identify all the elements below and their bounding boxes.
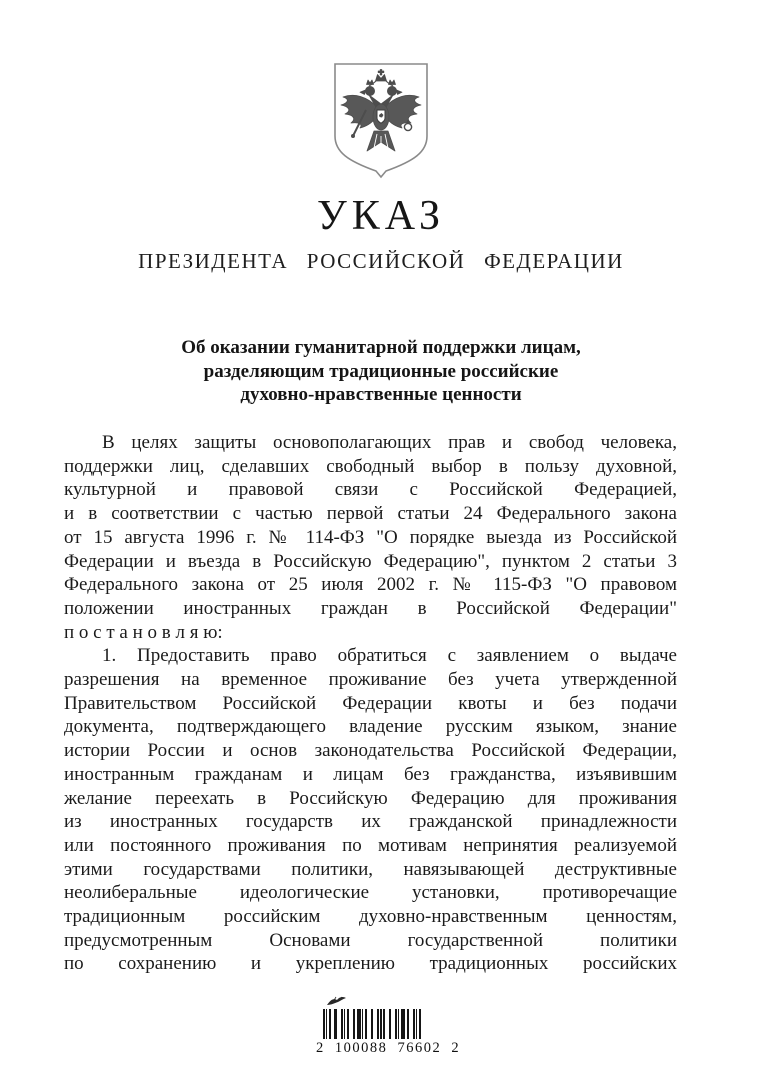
body-line: Федерации и въезда в Российскую Федерацию", пунктом 2 статьи 3 (64, 550, 677, 572)
body-line: Федерального закона от 25 июля 2002 г. № 115-ФЗ "О правовом (64, 574, 677, 596)
russia-coat-of-arms-icon (324, 58, 438, 186)
body-line: от 15 августа 1996 г. № 114-ФЗ "О порядке выезда из Российской (64, 526, 677, 548)
body-line: неолиберальные идеологические установки, противоречащие (64, 882, 677, 904)
document-title-line: духовно-нравственные ценности (240, 384, 522, 405)
document-body (64, 431, 677, 976)
registration-barcode (316, 995, 461, 1057)
document-title-line: разделяющим традиционные российские (203, 360, 559, 382)
body-line: истории России и основ законодательства Российской Федерации, (64, 740, 677, 762)
body-line: иностранным гражданам и лицам без гражданства, изъявившим (64, 763, 677, 785)
document-issuer-heading: ПРЕЗИДЕНТА РОССИЙСКОЙ ФЕДЕРАЦИИ (138, 249, 624, 273)
body-line: традиционным российским духовно-нравственным ценностям, (64, 906, 677, 928)
document-type-heading: УКАЗ (316, 193, 446, 239)
barcode-number: 2 100088 76602 2 (316, 1040, 461, 1056)
body-line: Правительством Российской Федерации квоты и без подачи (64, 692, 677, 714)
body-line: желание переехать в Российскую Федерацию для проживания (64, 787, 677, 809)
body-line: разрешения на временное проживание без учета утвержденной (64, 669, 677, 691)
body-line: или постоянного проживания по мотивам непринятия реализуемой (64, 834, 677, 856)
body-line: из иностранных государств их гражданской принадлежности (64, 811, 677, 833)
body-line: 1. Предоставить право обратиться с заявлением о выдаче (102, 645, 677, 667)
body-line-postanovlyayu: п о с т а н о в л я ю: (64, 621, 223, 643)
body-line: документа, подтверждающего владение русским языком, знание (64, 716, 677, 738)
body-line: поддержки лиц, сделавших свободный выбор в пользу духовной, (64, 455, 677, 477)
body-line: по сохранению и укреплению традиционных российских (64, 953, 677, 975)
body-line: предусмотренным Основами государственной политики (64, 929, 677, 951)
document-title (0, 336, 762, 407)
document-title-line: Об оказании гуманитарной поддержки лицам, (181, 337, 581, 358)
barcode-bars (323, 1009, 422, 1039)
body-line: В целях защиты основополагающих прав и свобод человека, (102, 432, 677, 453)
body-line: культурной и правовой связи с Российской Федерацией, (64, 479, 677, 501)
stamp-squiggle-icon (324, 995, 428, 1008)
body-line: этими государствами политики, навязывающей деструктивные (64, 858, 677, 880)
body-line: и в соответствии с частью первой статьи 24 Федерального закона (64, 503, 677, 525)
body-line: положении иностранных граждан в Российской Федерации" (64, 597, 677, 619)
